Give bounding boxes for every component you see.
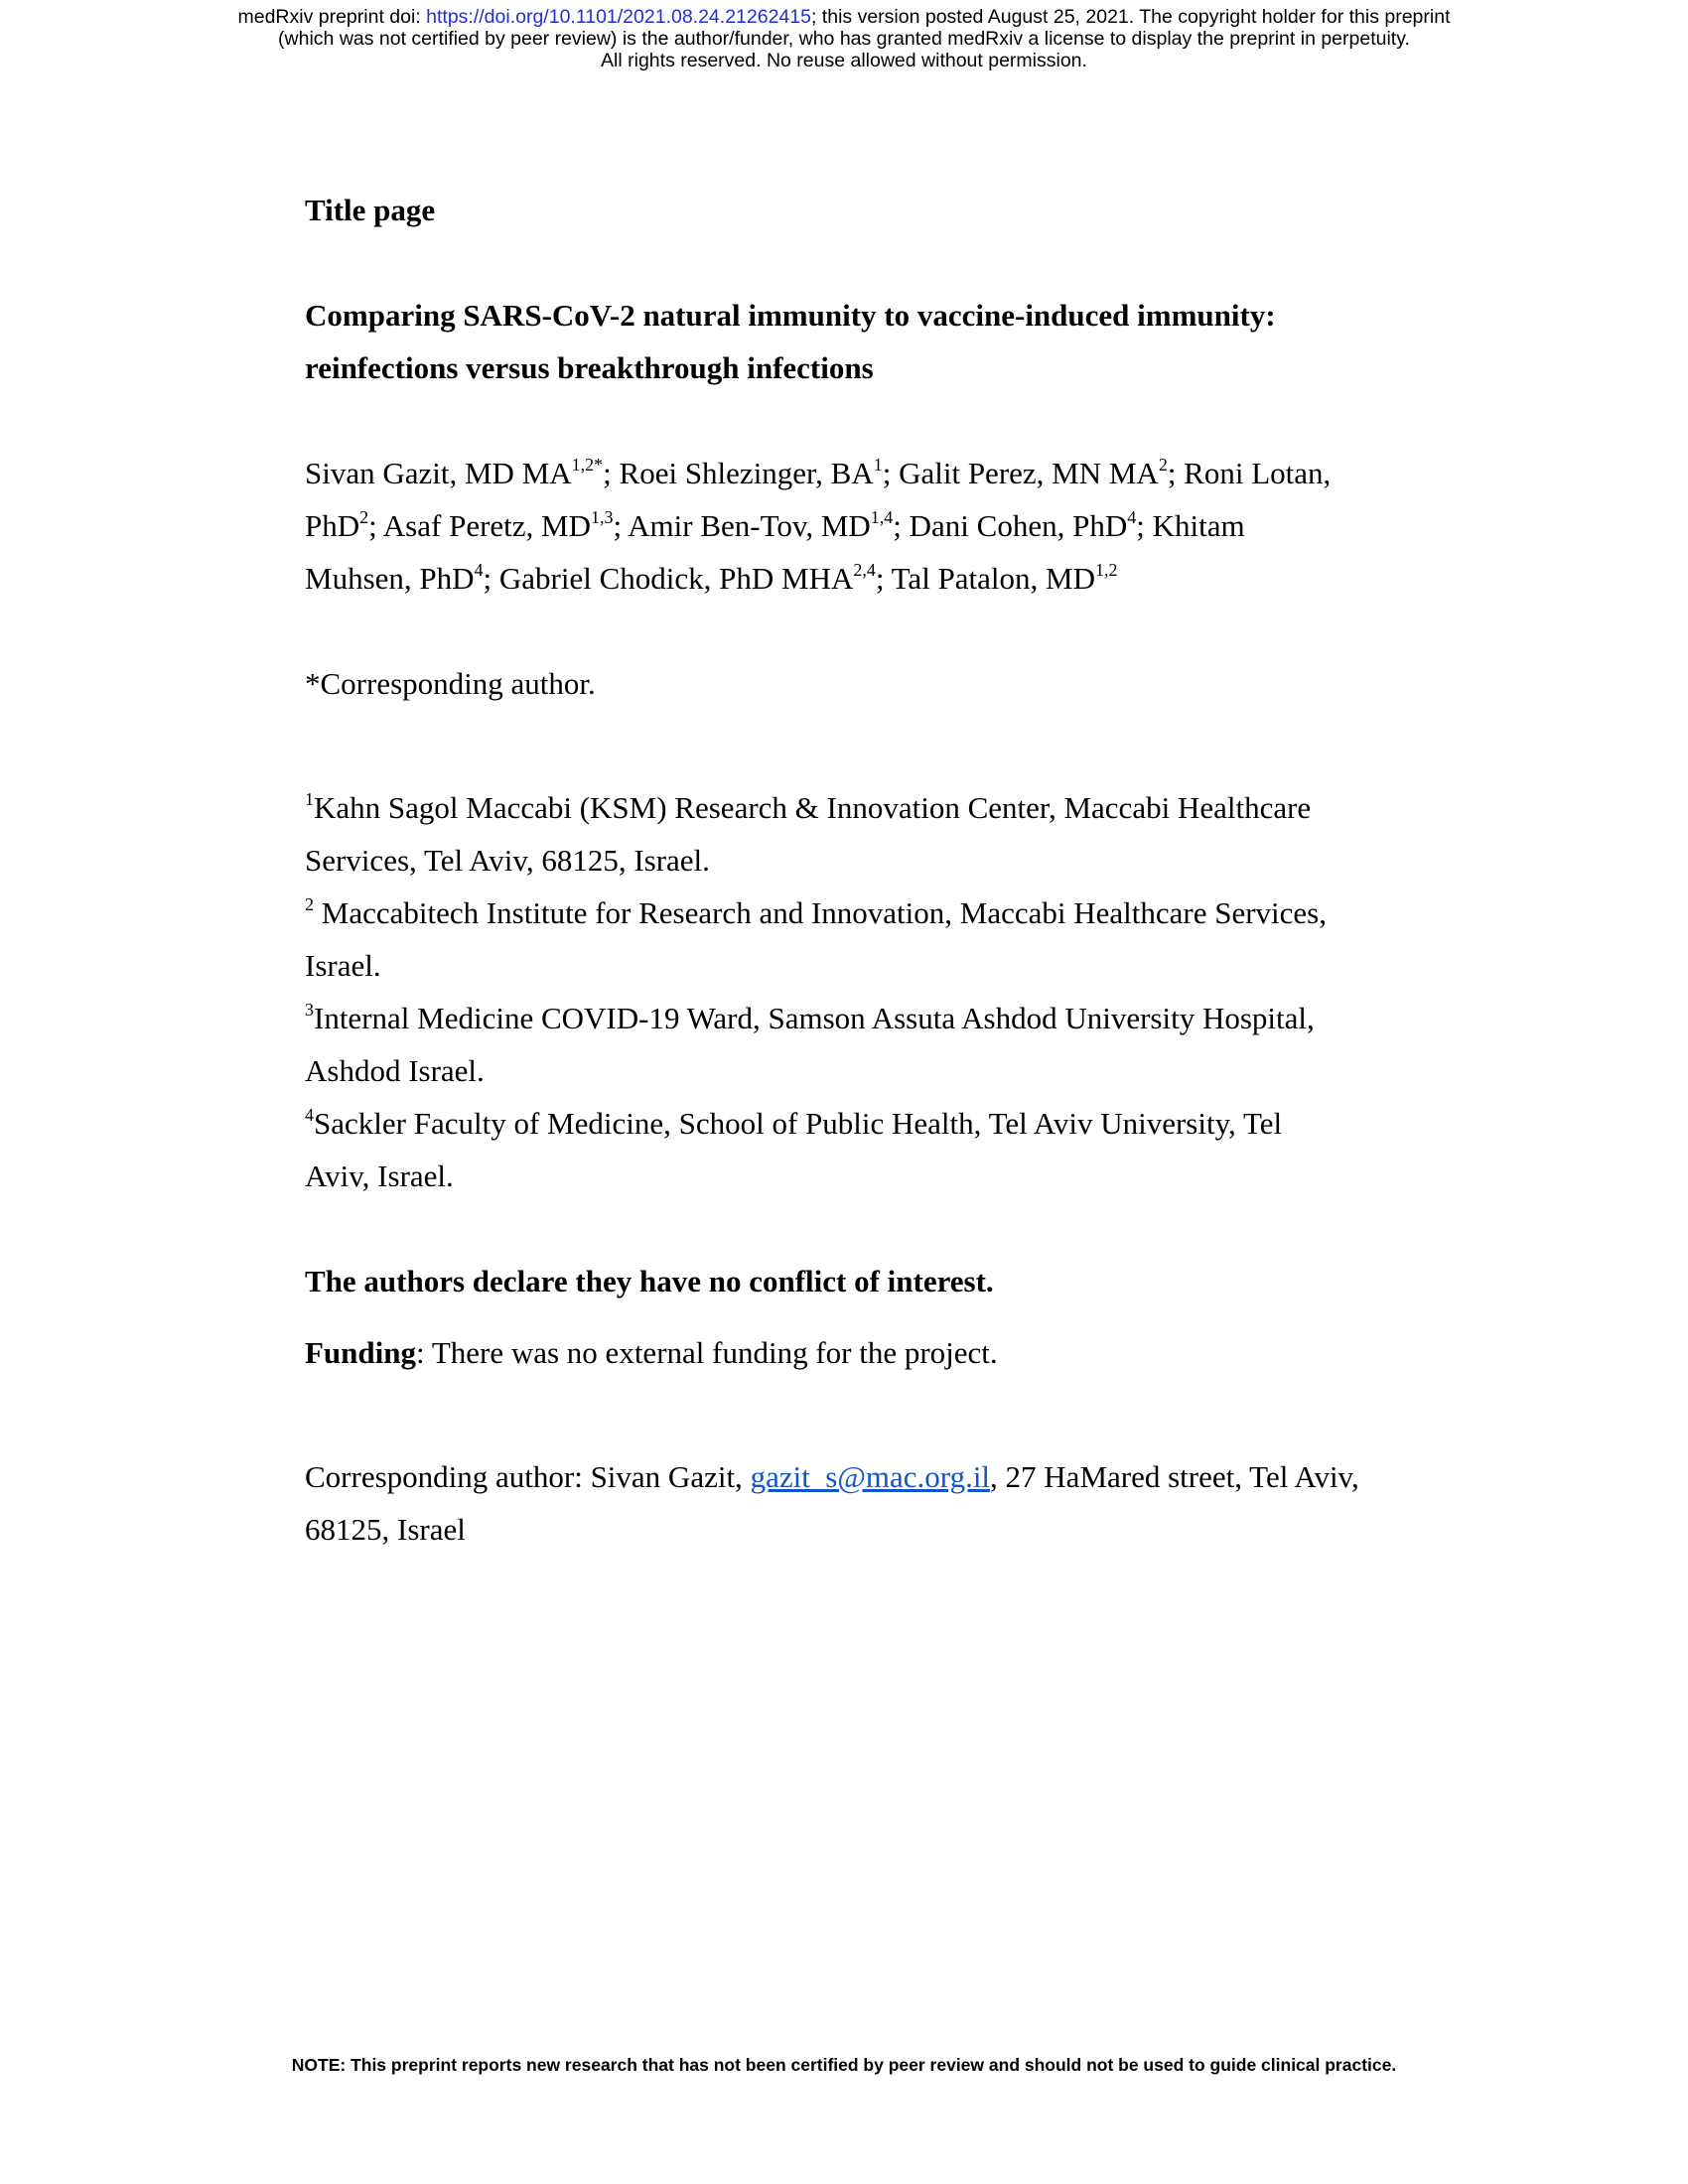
conflict-statement: The authors declare they have no conflict of interest.: [305, 1264, 994, 1298]
funding-statement: [305, 1326, 1417, 1379]
affiliation-4-cont: Aviv, Israel.: [305, 1159, 454, 1193]
spacer: [305, 236, 1417, 289]
paper-body: [305, 184, 1417, 1556]
affiliation-3: $^3$Internal Medicine COVID-19 Ward, Samson Assuta Ashdod University Hospital,: [305, 1000, 1315, 1035]
contact-line-2: 68125, Israel: [305, 1512, 466, 1547]
affiliation-4: $^4$Sackler Faculty of Medicine, School of Public Health, Tel Aviv University, Tel: [305, 1105, 1283, 1141]
paper-title-line-1: Comparing SARS-CoV-2 natural immunity to vaccine-induced immunity:: [305, 298, 1276, 333]
author-line-2: PhD$^2$; Asaf Peretz, MD$^{1,3}$; Amir Ben-Tov, MD$^{1,4}$; Dani Cohen, PhD$^4$; Khitam: [305, 507, 1245, 543]
banner-line-3: All rights reserved. No reuse allowed without permission.: [601, 50, 1087, 71]
page-heading: Title page: [305, 193, 436, 227]
corresponding-author-note: *Corresponding author.: [305, 666, 596, 701]
affiliation-1-cont: Services, Tel Aviv, 68125, Israel.: [305, 843, 710, 878]
preprint-banner: [0, 6, 1688, 71]
paper-title-line-2: reinfections versus breakthrough infections: [305, 350, 874, 385]
affiliations: [305, 781, 1417, 1202]
spacer: [305, 394, 1417, 447]
contact-line-1: Corresponding author: Sivan Gazit, gazit_s@mac.org.il, 27 HaMared street, Tel Aviv,: [305, 1459, 1359, 1494]
banner-doi-prefix: medRxiv preprint doi:: [237, 6, 427, 28]
banner-line1-suffix: ; this version posted August 25, 2021. The copyright holder for this preprint: [810, 6, 1451, 28]
footer-note: NOTE: This preprint reports new research that has not been certified by peer review and should not be used to guide clinical practice.: [291, 2055, 1397, 2075]
spacer: [305, 1202, 1417, 1255]
affiliation-3-cont: Ashdod Israel.: [305, 1053, 485, 1088]
affiliation-2-cont: Israel.: [305, 948, 381, 983]
banner-line-2: (which was not certified by peer review) is the author/funder, who has granted medRxiv a license to display the preprint in perpetuity.: [278, 28, 1410, 50]
author-line-1: Sivan Gazit, MD $MA^{1,2*}$; Roei Shlezinger, $BA^1$; Galit Perez, MN $MA^2$; Roni Lotan,: [305, 455, 1332, 490]
spacer: [305, 710, 1417, 781]
affiliation-2: $^2$ Maccabitech Institute for Research and Innovation, Maccabi Healthcare Services,: [305, 894, 1327, 930]
spacer: [305, 1379, 1417, 1450]
author-list: [305, 447, 1417, 605]
author-line-3: Muhsen, PhD$^4$; Gabriel Chodick, PhD MHA$^{2,4}$; Tal Patalon, MD$^{1,2}$: [305, 560, 1118, 596]
funding-label: Funding: [305, 1335, 417, 1370]
email-link[interactable]: gazit_s@mac.org.il: [750, 1459, 991, 1494]
spacer: [305, 605, 1417, 657]
affiliation-1: $^1$Kahn Sagol Maccabi (KSM) Research & Innovation Center, Maccabi Healthcare: [305, 789, 1312, 825]
funding-text: : There was no external funding for the project.: [416, 1335, 998, 1370]
doi-link[interactable]: https://doi.org/10.1101/2021.08.24.21262415: [426, 6, 811, 28]
banner-line-1: [0, 6, 1688, 28]
